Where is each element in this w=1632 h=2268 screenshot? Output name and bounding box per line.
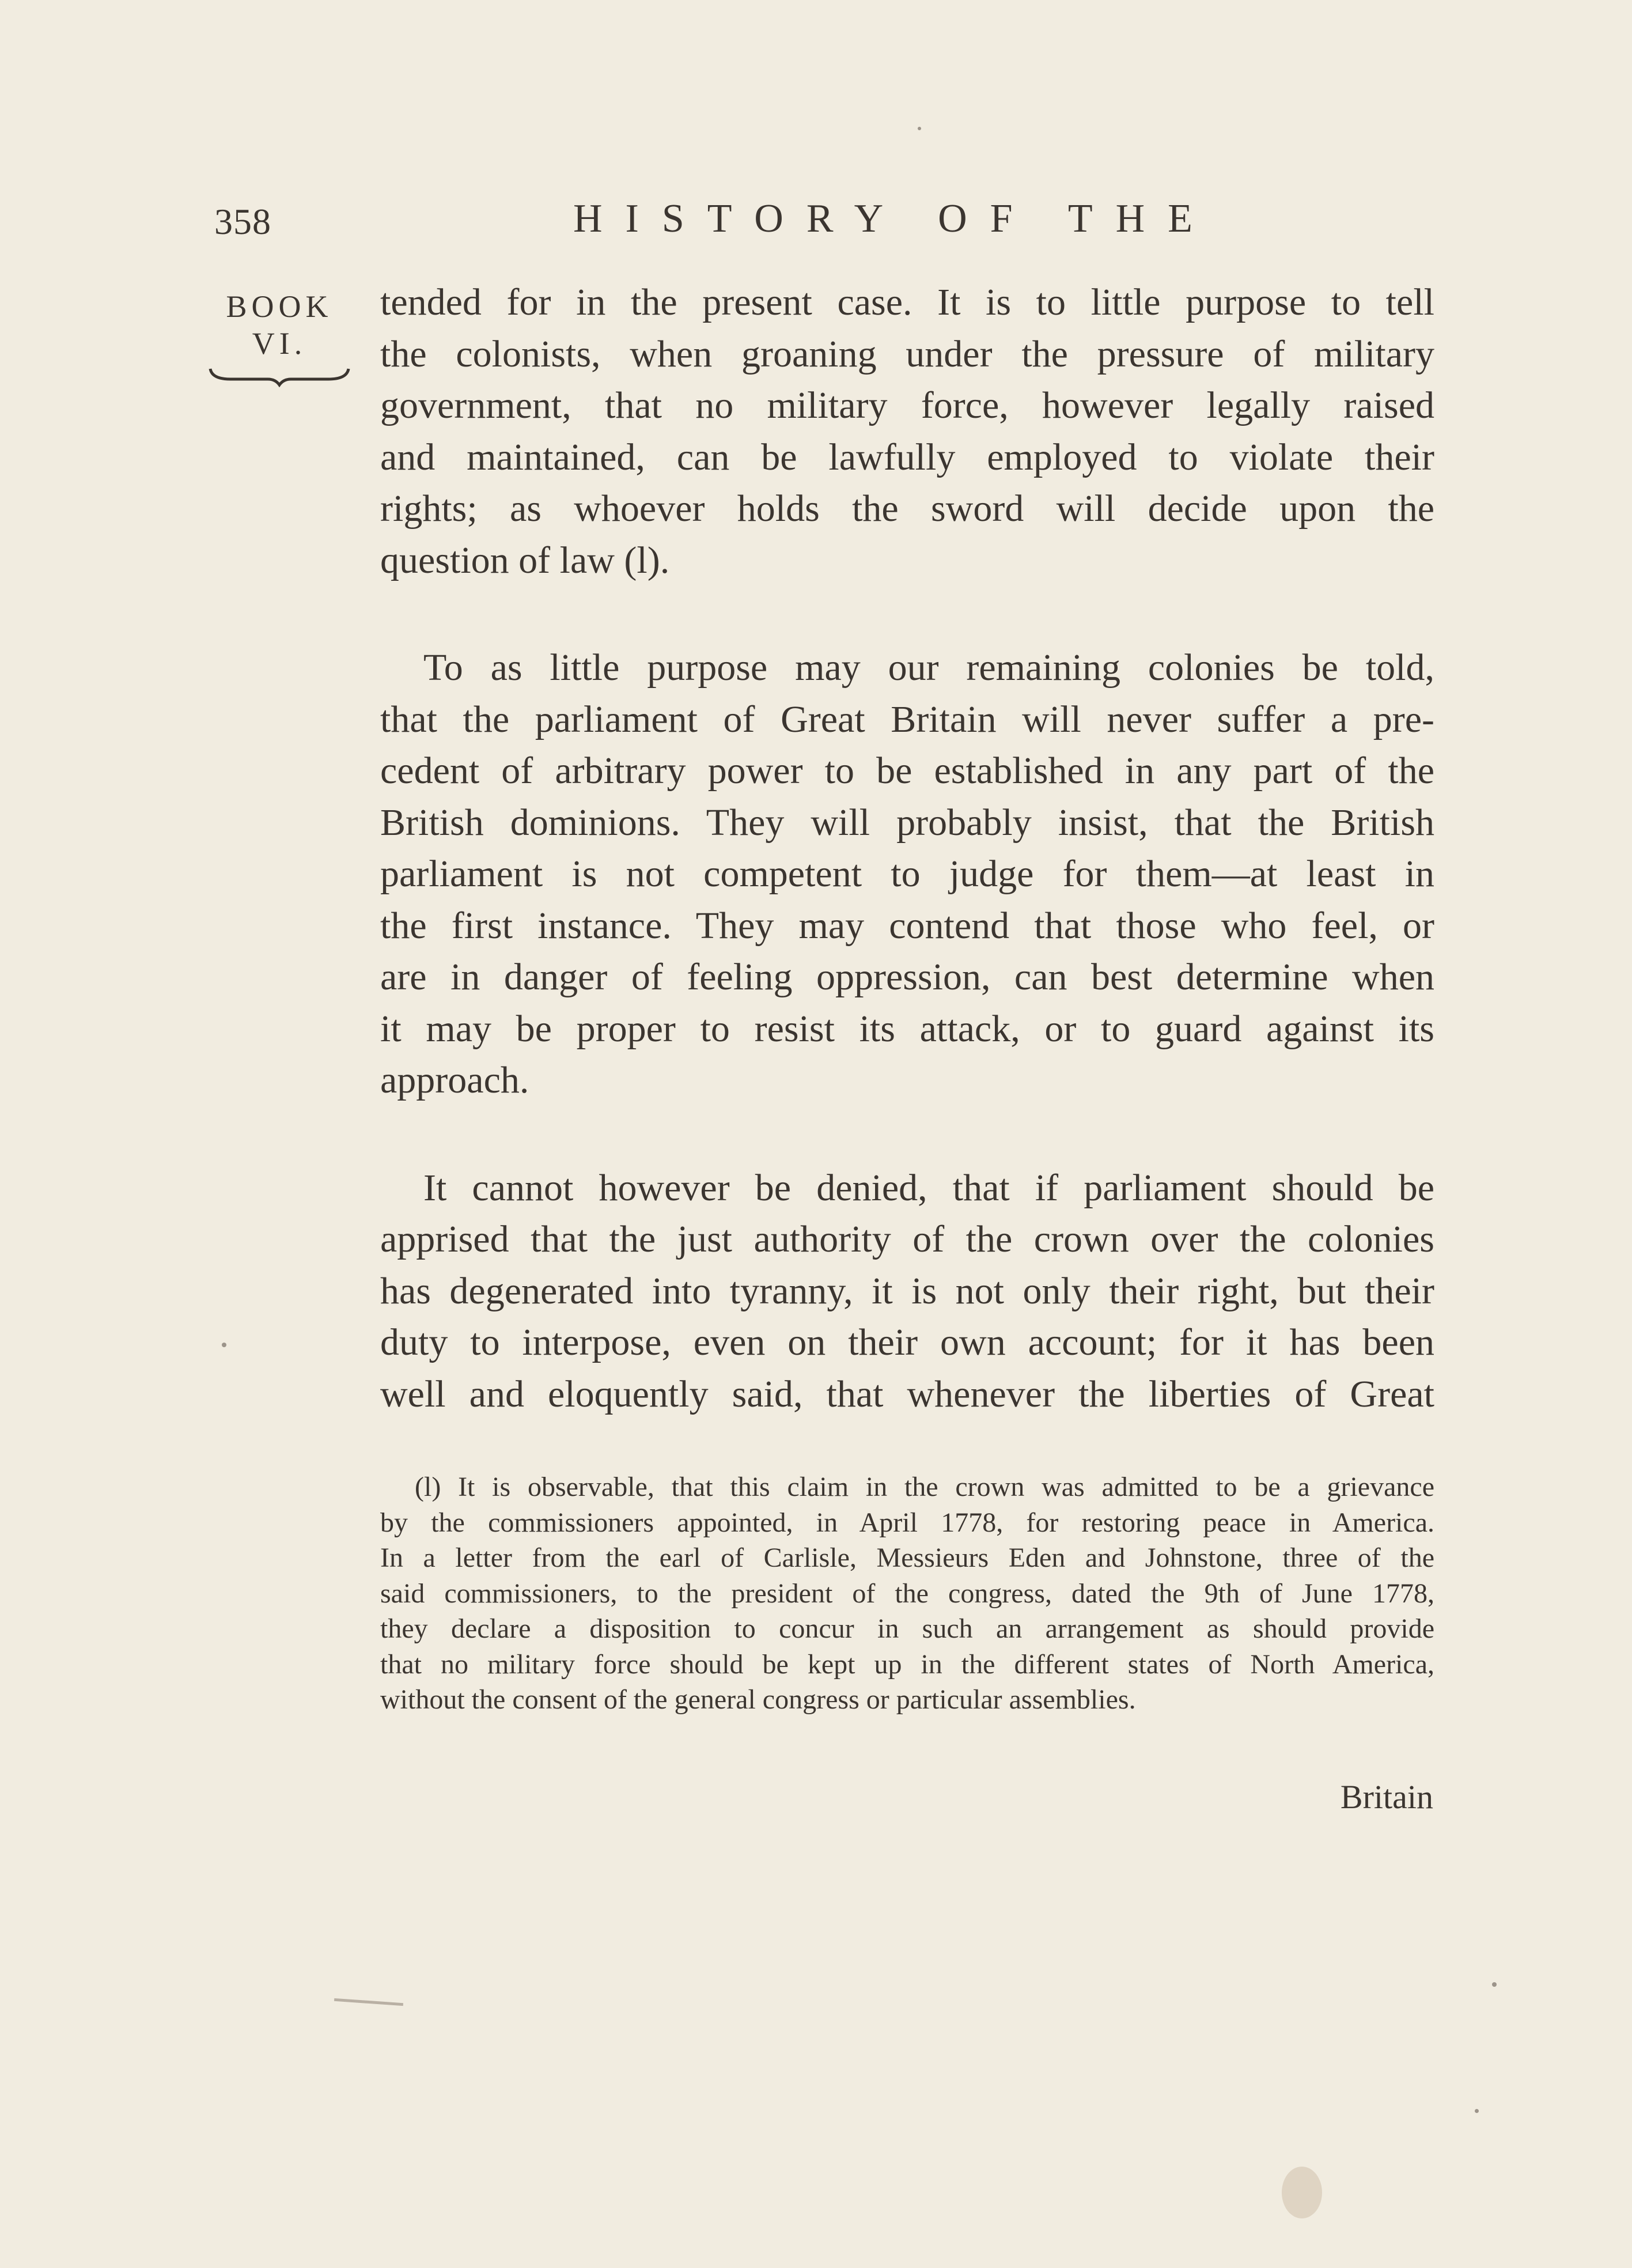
text-line: the first instance. They may contend that those who feel, or — [380, 904, 1434, 947]
footnote-line: said commissioners, to the president of the congress, dated the 9th of June 1778, — [380, 1578, 1434, 1609]
text-line: has degenerated into tyranny, it is not only their right, but their — [380, 1269, 1434, 1312]
text-line: cedent of arbitrary power to be established in any part of the — [380, 750, 1434, 792]
footnote-line: that no military force should be kept up in the different states of North America, — [380, 1649, 1434, 1680]
paragraph-3 — [380, 1162, 1434, 1420]
text-line: British dominions. They will probably insist, that the British — [380, 801, 1434, 844]
text-line: that the parliament of Great Britain will never suffer a pre- — [380, 698, 1434, 740]
body-text — [380, 277, 1434, 1420]
catchword: Britain — [1340, 1778, 1433, 1816]
paragraph-1 — [380, 277, 1434, 586]
page-number: 358 — [214, 201, 271, 242]
text-line: question of law (l). — [380, 539, 670, 581]
text-line: government, that no military force, however legally raised — [380, 384, 1434, 426]
text-line: approach. — [380, 1059, 529, 1101]
text-line: it may be proper to resist its attack, or to guard against its — [380, 1007, 1434, 1050]
text-line: It cannot however be denied, that if parliament should be — [423, 1166, 1434, 1209]
running-head: HISTORY OF THE — [573, 196, 1216, 241]
footnote — [380, 1469, 1434, 1718]
text-line: apprised that the just authority of the crown over the colonies — [380, 1218, 1434, 1260]
footnote-line: In a letter from the earl of Carlisle, Messieurs Eden and Johnstone, three of the — [380, 1543, 1434, 1573]
text-line: are in danger of feeling oppression, can best determine when — [380, 956, 1434, 998]
paper-speck — [1475, 2109, 1479, 2113]
text-line: well and eloquently said, that whenever the liberties of Great — [380, 1373, 1434, 1415]
footnote-line: they declare a disposition to concur in such an arrangement as should provide — [380, 1613, 1434, 1644]
paper-speck — [1492, 1982, 1497, 1987]
paragraph-2 — [380, 642, 1434, 1106]
text-line: duty to interpose, even on their own account; for it has been — [380, 1321, 1434, 1363]
footnote-line: without the consent of the general congress or particular assemblies. — [380, 1684, 1136, 1715]
book-label: BOOK — [226, 289, 333, 324]
footnote-line: by the commissioners appointed, in April 1778, for restoring peace in America. — [380, 1507, 1434, 1538]
footnote-line: (l) It is observable, that this claim in the crown was admitted to be a grievance — [415, 1472, 1434, 1502]
paper-speck — [918, 127, 921, 130]
paper-speck — [222, 1343, 226, 1347]
text-line: parliament is not competent to judge for them—at least in — [380, 853, 1434, 895]
text-line: the colonists, when groaning under the pressure of military — [380, 332, 1434, 375]
book-number: VI. — [252, 326, 307, 361]
text-line: To as little purpose may our remaining colonies be told, — [423, 647, 1434, 689]
brace-icon — [207, 364, 351, 387]
paper-stain — [1282, 2167, 1322, 2218]
paper-mark — [334, 1998, 403, 2006]
text-line: rights; as whoever holds the sword will decide upon the — [380, 487, 1434, 530]
text-line: and maintained, can be lawfully employed to violate their — [380, 436, 1434, 478]
margin-note — [207, 288, 351, 387]
text-line: tended for in the present case. It is to little purpose to tell — [380, 281, 1434, 323]
